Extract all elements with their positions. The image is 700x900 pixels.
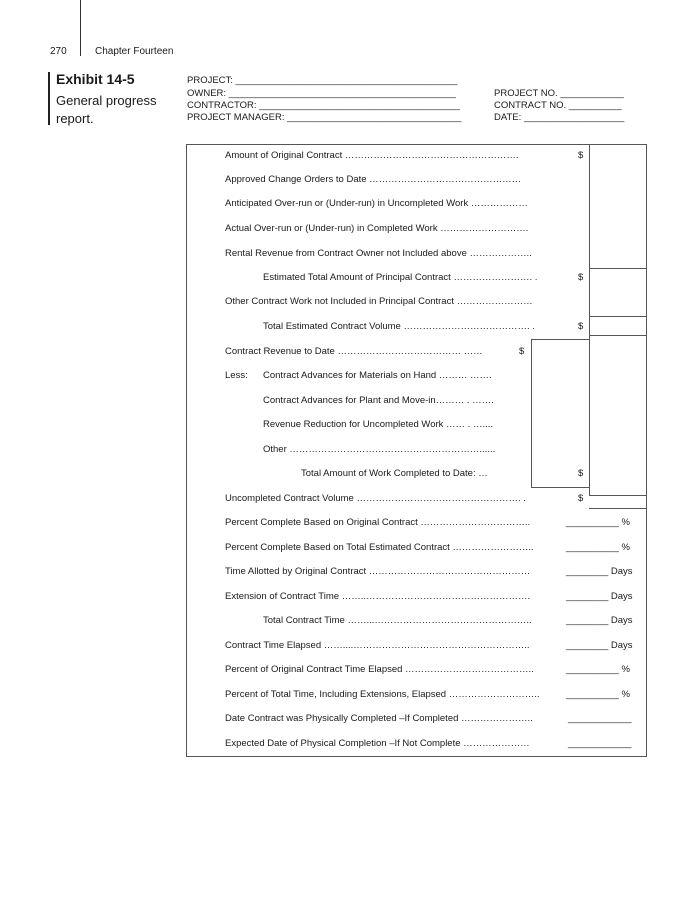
form-row-label: Contract Advances for Materials on Hand ……… ……. [263,370,492,381]
form-row-label: Time Allotted by Original Contract …………………………………………… [225,566,531,577]
percent-blank: __________ % [566,517,630,528]
form-row-label: Percent Complete Based on Total Estimated Contract …………………….. [225,542,534,553]
form-row-label: Contract Advances for Plant and Move-in……… . ……. [263,395,494,406]
form-row-label: Uncompleted Contract Volume ……………………………………………. . [225,493,526,504]
header-divider [80,0,81,56]
form-row-label: Actual Over-run or (Under-run) in Completed Work ………………………. [225,223,529,234]
percent-blank: __________ % [566,664,630,675]
percent-blank: __________ % [566,689,630,700]
form-row-label: Percent of Original Contract Time Elapsed ………………………………….. [225,664,534,675]
form-row-label: Amount of Original Contract ………………………………………………. [225,150,519,161]
date-field: DATE: ___________________ [494,112,625,123]
form-row-label: Estimated Total Amount of Principal Contract ……………………. . [263,272,538,283]
form-row-label: Revenue Reduction for Uncompleted Work …… . ….... [263,419,494,430]
less-label: Less: [225,370,248,381]
form-row-label: Rental Revenue from Contract Owner not Included above ……………….. [225,248,532,259]
value-rule [589,495,647,496]
chapter-title: Chapter Fourteen [95,46,174,57]
owner-field: OWNER: ___________________________________________ [187,88,456,99]
days-blank: ________ Days [566,591,633,602]
percent-blank: __________ % [566,542,630,553]
form-row-label: Total Estimated Contract Volume …………………………………. . [263,321,535,332]
form-row-label: Extension of Contract Time ……..……………………………………………. [225,591,531,602]
form-row-label: Other ……………………………………………………...... [263,444,496,455]
exhibit-caption: General progress report. [56,93,157,126]
exhibit-bar [48,72,50,125]
date-blank: ____________ [568,713,632,724]
dollar-sign: $ [578,493,584,504]
dollar-sign: $ [578,272,584,283]
deductions-box [531,339,590,488]
project-field: PROJECT: __________________________________________ [187,75,458,86]
form-row-label: Total Contract Time ……...………………………………………….. [263,615,532,626]
dollar-sign: $ [519,346,525,357]
form-row-label: Approved Change Orders to Date ………………………………………… [225,174,522,185]
date-blank: ____________ [568,738,632,749]
form-row-label: Percent Complete Based on Original Contract …………………………….. [225,517,531,528]
form-row-label: Contract Time Elapsed ……....……………………………………………….. [225,640,530,651]
days-blank: ________ Days [566,615,633,626]
value-rule [589,316,647,317]
days-blank: ________ Days [566,640,633,651]
value-rule [589,508,647,509]
project-manager-field: PROJECT MANAGER: _________________________________ [187,112,462,123]
contractor-field: CONTRACTOR: ______________________________________ [187,100,460,111]
contract-no-field: CONTRACT NO. __________ [494,100,622,111]
value-rule [589,268,647,269]
dollar-sign: $ [578,321,584,332]
form-row-label: Expected Date of Physical Completion –If Not Complete ………………… [225,738,530,749]
project-no-field: PROJECT NO. ____________ [494,88,624,99]
form-row-label: Other Contract Work not Included in Principal Contract …………………… [225,296,533,307]
form-row-label: Percent of Total Time, Including Extensions, Elapsed ……………………….. [225,689,540,700]
value-rule [589,335,647,336]
days-blank: ________ Days [566,566,633,577]
page-number: 270 [50,46,67,57]
exhibit-label: Exhibit 14-5 [56,71,135,87]
dollar-sign: $ [578,468,584,479]
form-row-label: Total Amount of Work Completed to Date: … [301,468,488,479]
form-row-label: Date Contract was Physically Completed –If Completed ………………….. [225,713,533,724]
form-row-label: Anticipated Over-run or (Under-run) in Uncompleted Work ……………… [225,198,528,209]
form-row-label: Contract Revenue to Date ………………………………… …… [225,346,483,357]
dollar-sign: $ [578,150,584,161]
